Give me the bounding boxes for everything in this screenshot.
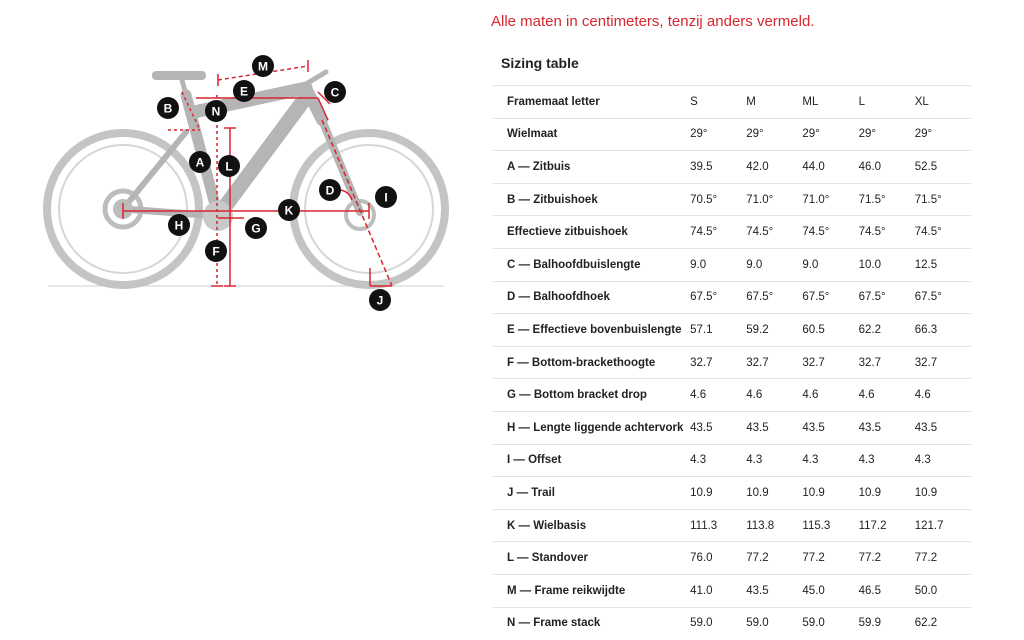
row-value: 10.9 xyxy=(915,477,971,510)
row-value: 67.5° xyxy=(690,281,746,314)
row-label: N — Frame stack xyxy=(493,607,690,639)
table-row xyxy=(493,542,971,575)
row-value: 29° xyxy=(690,118,746,151)
row-value: 77.2 xyxy=(802,542,858,575)
row-label: F — Bottom-brackethoogte xyxy=(493,346,690,379)
table-row xyxy=(493,281,971,314)
row-value: 43.5 xyxy=(746,411,802,444)
row-value: 60.5 xyxy=(802,314,858,347)
row-value: 4.6 xyxy=(690,379,746,412)
row-value: 74.5° xyxy=(690,216,746,249)
marker-l xyxy=(218,155,240,177)
marker-b xyxy=(157,97,179,119)
bike-geometry-diagram xyxy=(0,0,470,320)
row-value: 29° xyxy=(859,118,915,151)
row-label: K — Wielbasis xyxy=(493,509,690,542)
row-value: 41.0 xyxy=(690,574,746,607)
svg-text:J: J xyxy=(376,293,384,308)
row-value: 29° xyxy=(746,118,802,151)
row-value: 32.7 xyxy=(802,346,858,379)
row-value: 71.0° xyxy=(802,183,858,216)
row-value: 77.2 xyxy=(746,542,802,575)
row-value: 115.3 xyxy=(802,509,858,542)
row-value: 71.5° xyxy=(915,183,971,216)
row-value: 44.0 xyxy=(802,151,858,184)
svg-text:B: B xyxy=(163,101,173,116)
chainring xyxy=(203,201,233,231)
svg-text:M: M xyxy=(258,59,268,74)
row-value: 9.0 xyxy=(802,248,858,281)
row-value: 59.0 xyxy=(746,607,802,639)
row-value: 32.7 xyxy=(915,346,971,379)
row-value: 74.5° xyxy=(746,216,802,249)
row-value: 70.5° xyxy=(690,183,746,216)
saddle xyxy=(152,71,206,80)
row-label: L — Standover xyxy=(493,542,690,575)
units-notice: Alle maten in centimeters, tenzij anders vermeld. xyxy=(491,13,815,30)
header-size: XL xyxy=(915,86,971,119)
svg-text:N: N xyxy=(211,104,221,119)
sizing-table xyxy=(493,85,971,639)
marker-i xyxy=(375,186,397,208)
header-size: ML xyxy=(802,86,858,119)
table-row xyxy=(493,248,971,281)
row-label: E — Effectieve bovenbuislengte xyxy=(493,314,690,347)
row-value: 10.9 xyxy=(690,477,746,510)
svg-text:C: C xyxy=(330,85,340,100)
table-row xyxy=(493,574,971,607)
row-value: 4.3 xyxy=(690,444,746,477)
row-value: 77.2 xyxy=(915,542,971,575)
row-value: 43.5 xyxy=(690,411,746,444)
row-value: 74.5° xyxy=(915,216,971,249)
table-row xyxy=(493,411,971,444)
row-value: 10.9 xyxy=(859,477,915,510)
row-value: 9.0 xyxy=(746,248,802,281)
svg-text:D: D xyxy=(325,183,335,198)
svg-text:K: K xyxy=(284,203,294,218)
row-value: 67.5° xyxy=(746,281,802,314)
marker-d xyxy=(319,179,341,201)
row-value: 50.0 xyxy=(915,574,971,607)
row-value: 4.3 xyxy=(859,444,915,477)
row-value: 46.5 xyxy=(859,574,915,607)
row-value: 71.0° xyxy=(746,183,802,216)
table-row xyxy=(493,607,971,639)
table-title: Sizing table xyxy=(501,55,579,71)
row-value: 10.9 xyxy=(802,477,858,510)
row-value: 4.6 xyxy=(859,379,915,412)
header-size: S xyxy=(690,86,746,119)
table-row xyxy=(493,509,971,542)
table-row xyxy=(493,151,971,184)
marker-h xyxy=(168,214,190,236)
row-label: J — Trail xyxy=(493,477,690,510)
row-value: 59.0 xyxy=(690,607,746,639)
row-value: 29° xyxy=(802,118,858,151)
row-value: 59.0 xyxy=(802,607,858,639)
row-value: 12.5 xyxy=(915,248,971,281)
marker-c xyxy=(324,81,346,103)
table-header-row xyxy=(493,86,971,119)
svg-text:E: E xyxy=(239,84,249,99)
header-label: Framemaat letter xyxy=(493,86,690,119)
table-row xyxy=(493,444,971,477)
row-label: B — Zitbuishoek xyxy=(493,183,690,216)
svg-text:L: L xyxy=(225,159,233,174)
row-value: 4.3 xyxy=(802,444,858,477)
row-value: 74.5° xyxy=(859,216,915,249)
row-label: A — Zitbuis xyxy=(493,151,690,184)
svg-text:A: A xyxy=(195,155,205,170)
marker-j xyxy=(369,289,391,311)
row-label: I — Offset xyxy=(493,444,690,477)
row-value: 32.7 xyxy=(859,346,915,379)
row-value: 67.5° xyxy=(915,281,971,314)
row-value: 4.3 xyxy=(746,444,802,477)
row-value: 45.0 xyxy=(802,574,858,607)
row-value: 57.1 xyxy=(690,314,746,347)
table-row xyxy=(493,477,971,510)
row-value: 32.7 xyxy=(746,346,802,379)
row-value: 59.2 xyxy=(746,314,802,347)
row-value: 39.5 xyxy=(690,151,746,184)
row-value: 66.3 xyxy=(915,314,971,347)
svg-text:I: I xyxy=(384,190,388,205)
row-value: 43.5 xyxy=(802,411,858,444)
row-value: 4.6 xyxy=(915,379,971,412)
row-value: 10.9 xyxy=(746,477,802,510)
table-row xyxy=(493,346,971,379)
marker-n xyxy=(205,100,227,122)
header-size: L xyxy=(859,86,915,119)
row-value: 59.9 xyxy=(859,607,915,639)
row-value: 4.6 xyxy=(802,379,858,412)
table-row xyxy=(493,216,971,249)
row-value: 62.2 xyxy=(915,607,971,639)
marker-k xyxy=(278,199,300,221)
marker-e xyxy=(233,80,255,102)
row-value: 67.5° xyxy=(859,281,915,314)
row-value: 62.2 xyxy=(859,314,915,347)
marker-g xyxy=(245,217,267,239)
table-row xyxy=(493,118,971,151)
row-value: 43.5 xyxy=(746,574,802,607)
row-value: 117.2 xyxy=(859,509,915,542)
row-label: Effectieve zitbuishoek xyxy=(493,216,690,249)
svg-text:H: H xyxy=(174,218,184,233)
row-value: 43.5 xyxy=(915,411,971,444)
row-value: 121.7 xyxy=(915,509,971,542)
table-row xyxy=(493,379,971,412)
marker-f xyxy=(205,240,227,262)
row-label: H — Lengte liggende achtervork xyxy=(493,411,690,444)
row-value: 76.0 xyxy=(690,542,746,575)
marker-m xyxy=(252,55,274,77)
row-value: 9.0 xyxy=(690,248,746,281)
row-value: 42.0 xyxy=(746,151,802,184)
row-value: 74.5° xyxy=(802,216,858,249)
row-value: 77.2 xyxy=(859,542,915,575)
row-label: D — Balhoofdhoek xyxy=(493,281,690,314)
row-value: 29° xyxy=(915,118,971,151)
row-value: 43.5 xyxy=(859,411,915,444)
row-label: M — Frame reikwijdte xyxy=(493,574,690,607)
row-value: 4.3 xyxy=(915,444,971,477)
row-value: 32.7 xyxy=(690,346,746,379)
row-value: 52.5 xyxy=(915,151,971,184)
row-value: 111.3 xyxy=(690,509,746,542)
row-value: 10.0 xyxy=(859,248,915,281)
svg-text:F: F xyxy=(212,244,220,259)
row-label: Wielmaat xyxy=(493,118,690,151)
row-label: G — Bottom bracket drop xyxy=(493,379,690,412)
table-row xyxy=(493,183,971,216)
row-value: 71.5° xyxy=(859,183,915,216)
row-value: 67.5° xyxy=(802,281,858,314)
table-row xyxy=(493,314,971,347)
row-value: 113.8 xyxy=(746,509,802,542)
row-value: 4.6 xyxy=(746,379,802,412)
row-value: 46.0 xyxy=(859,151,915,184)
row-label: C — Balhoofdbuislengte xyxy=(493,248,690,281)
svg-text:G: G xyxy=(251,221,261,236)
marker-a xyxy=(189,151,211,173)
header-size: M xyxy=(746,86,802,119)
